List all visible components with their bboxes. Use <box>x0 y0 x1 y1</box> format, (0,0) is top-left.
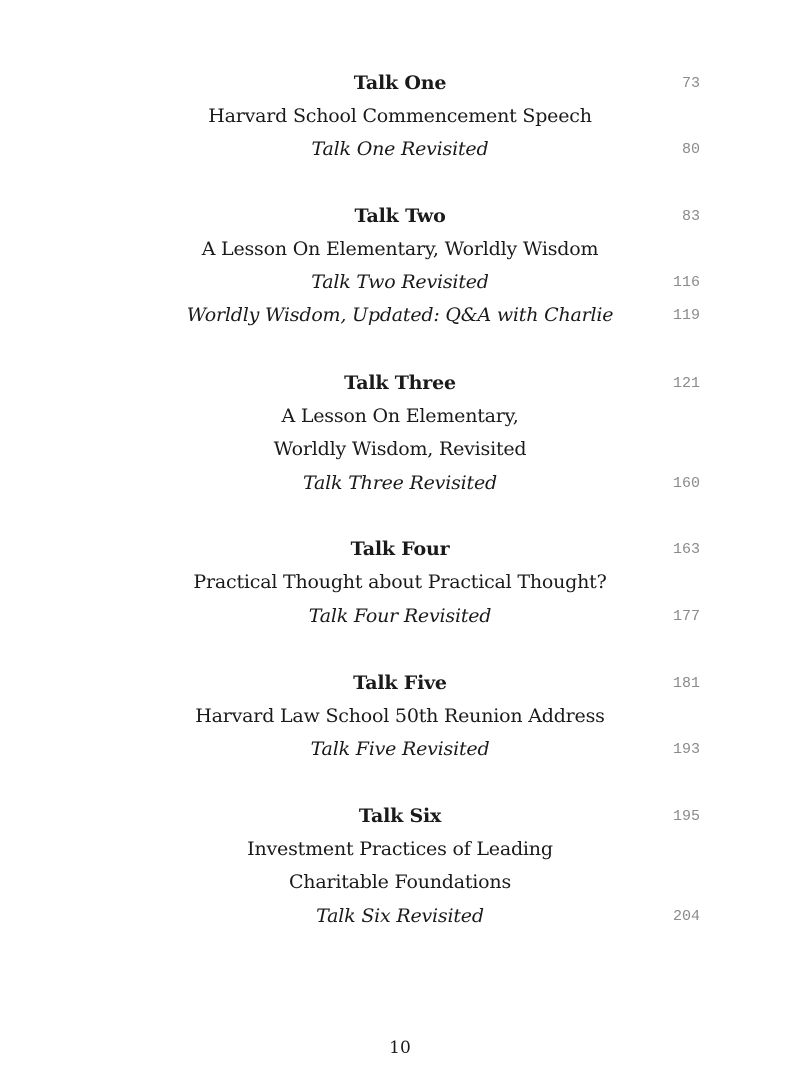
toc-subtitle <box>0 100 800 133</box>
toc-subtitle-text: A Lesson On Elementary, <box>281 405 519 427</box>
toc-entry-talk-four[interactable] <box>0 533 800 566</box>
toc-subtitle-text: Harvard School Commencement Speech <box>208 105 592 127</box>
toc-entry-talk-five-revisited[interactable] <box>0 733 800 766</box>
toc-entry-talk-four-revisited[interactable] <box>0 600 800 633</box>
toc-subtitle-text: A Lesson On Elementary, Worldly Wisdom <box>201 238 599 260</box>
toc-subtitle-text: Practical Thought about Practical Thought? <box>193 571 607 593</box>
toc-page-number: 80 <box>681 141 700 158</box>
toc-title: Talk Two <box>354 205 446 227</box>
toc-entry-talk-one[interactable] <box>0 67 800 100</box>
toc-page-number: 73 <box>681 75 700 92</box>
toc-entry-talk-two[interactable] <box>0 200 800 233</box>
toc-revisit-label: Talk Four Revisited <box>308 605 492 627</box>
toc-subtitle-text: Worldly Wisdom, Revisited <box>273 438 527 460</box>
toc-title: Talk Three <box>344 372 456 394</box>
toc-revisit-label: Talk One Revisited <box>311 138 489 160</box>
toc-entry-worldly-wisdom-updated[interactable] <box>0 299 800 332</box>
toc-entry-talk-five[interactable] <box>0 667 800 700</box>
toc-page-number: 116 <box>672 274 700 291</box>
toc-entry-talk-three[interactable] <box>0 367 800 400</box>
toc-subtitle <box>0 566 800 599</box>
toc-page-number: 204 <box>672 908 700 925</box>
toc-page-number: 160 <box>672 475 700 492</box>
toc-revisit-label: Talk Five Revisited <box>310 738 490 760</box>
toc-entry-talk-six-revisited[interactable] <box>0 900 800 933</box>
toc-subtitle <box>0 833 800 866</box>
toc-subtitle <box>0 866 800 899</box>
toc-revisit-label: Talk Six Revisited <box>316 905 484 927</box>
toc-title: Talk Four <box>350 538 450 560</box>
toc-page-number: 119 <box>672 307 700 324</box>
toc-subtitle <box>0 700 800 733</box>
toc-revisit-label: Talk Three Revisited <box>303 472 497 494</box>
toc-subtitle <box>0 233 800 266</box>
toc-subtitle <box>0 433 800 466</box>
toc-entry-talk-one-revisited[interactable] <box>0 133 800 166</box>
page-folio-number: 10 <box>389 1038 411 1058</box>
toc-title: Talk Six <box>358 805 442 827</box>
toc-page-number: 121 <box>672 375 700 392</box>
toc-page-number: 195 <box>672 808 700 825</box>
toc-subtitle-text: Investment Practices of Leading <box>247 838 553 860</box>
toc-subtitle-text: Harvard Law School 50th Reunion Address <box>195 705 605 727</box>
toc-page-number: 181 <box>672 675 700 692</box>
toc-page-number: 163 <box>672 541 700 558</box>
toc-revisit-label: Worldly Wisdom, Updated: Q&A with Charlie <box>186 304 614 326</box>
toc-entry-talk-two-revisited[interactable] <box>0 266 800 299</box>
toc-subtitle-text: Charitable Foundations <box>288 871 512 893</box>
toc-subtitle <box>0 400 800 433</box>
toc-page-number: 83 <box>681 208 700 225</box>
toc-entry-talk-six[interactable] <box>0 800 800 833</box>
toc-title: Talk Five <box>353 672 447 694</box>
toc-entry-talk-three-revisited[interactable] <box>0 467 800 500</box>
toc-revisit-label: Talk Two Revisited <box>311 271 489 293</box>
toc-page-number: 193 <box>672 741 700 758</box>
toc-page-number: 177 <box>672 608 700 625</box>
toc-title: Talk One <box>353 72 447 94</box>
